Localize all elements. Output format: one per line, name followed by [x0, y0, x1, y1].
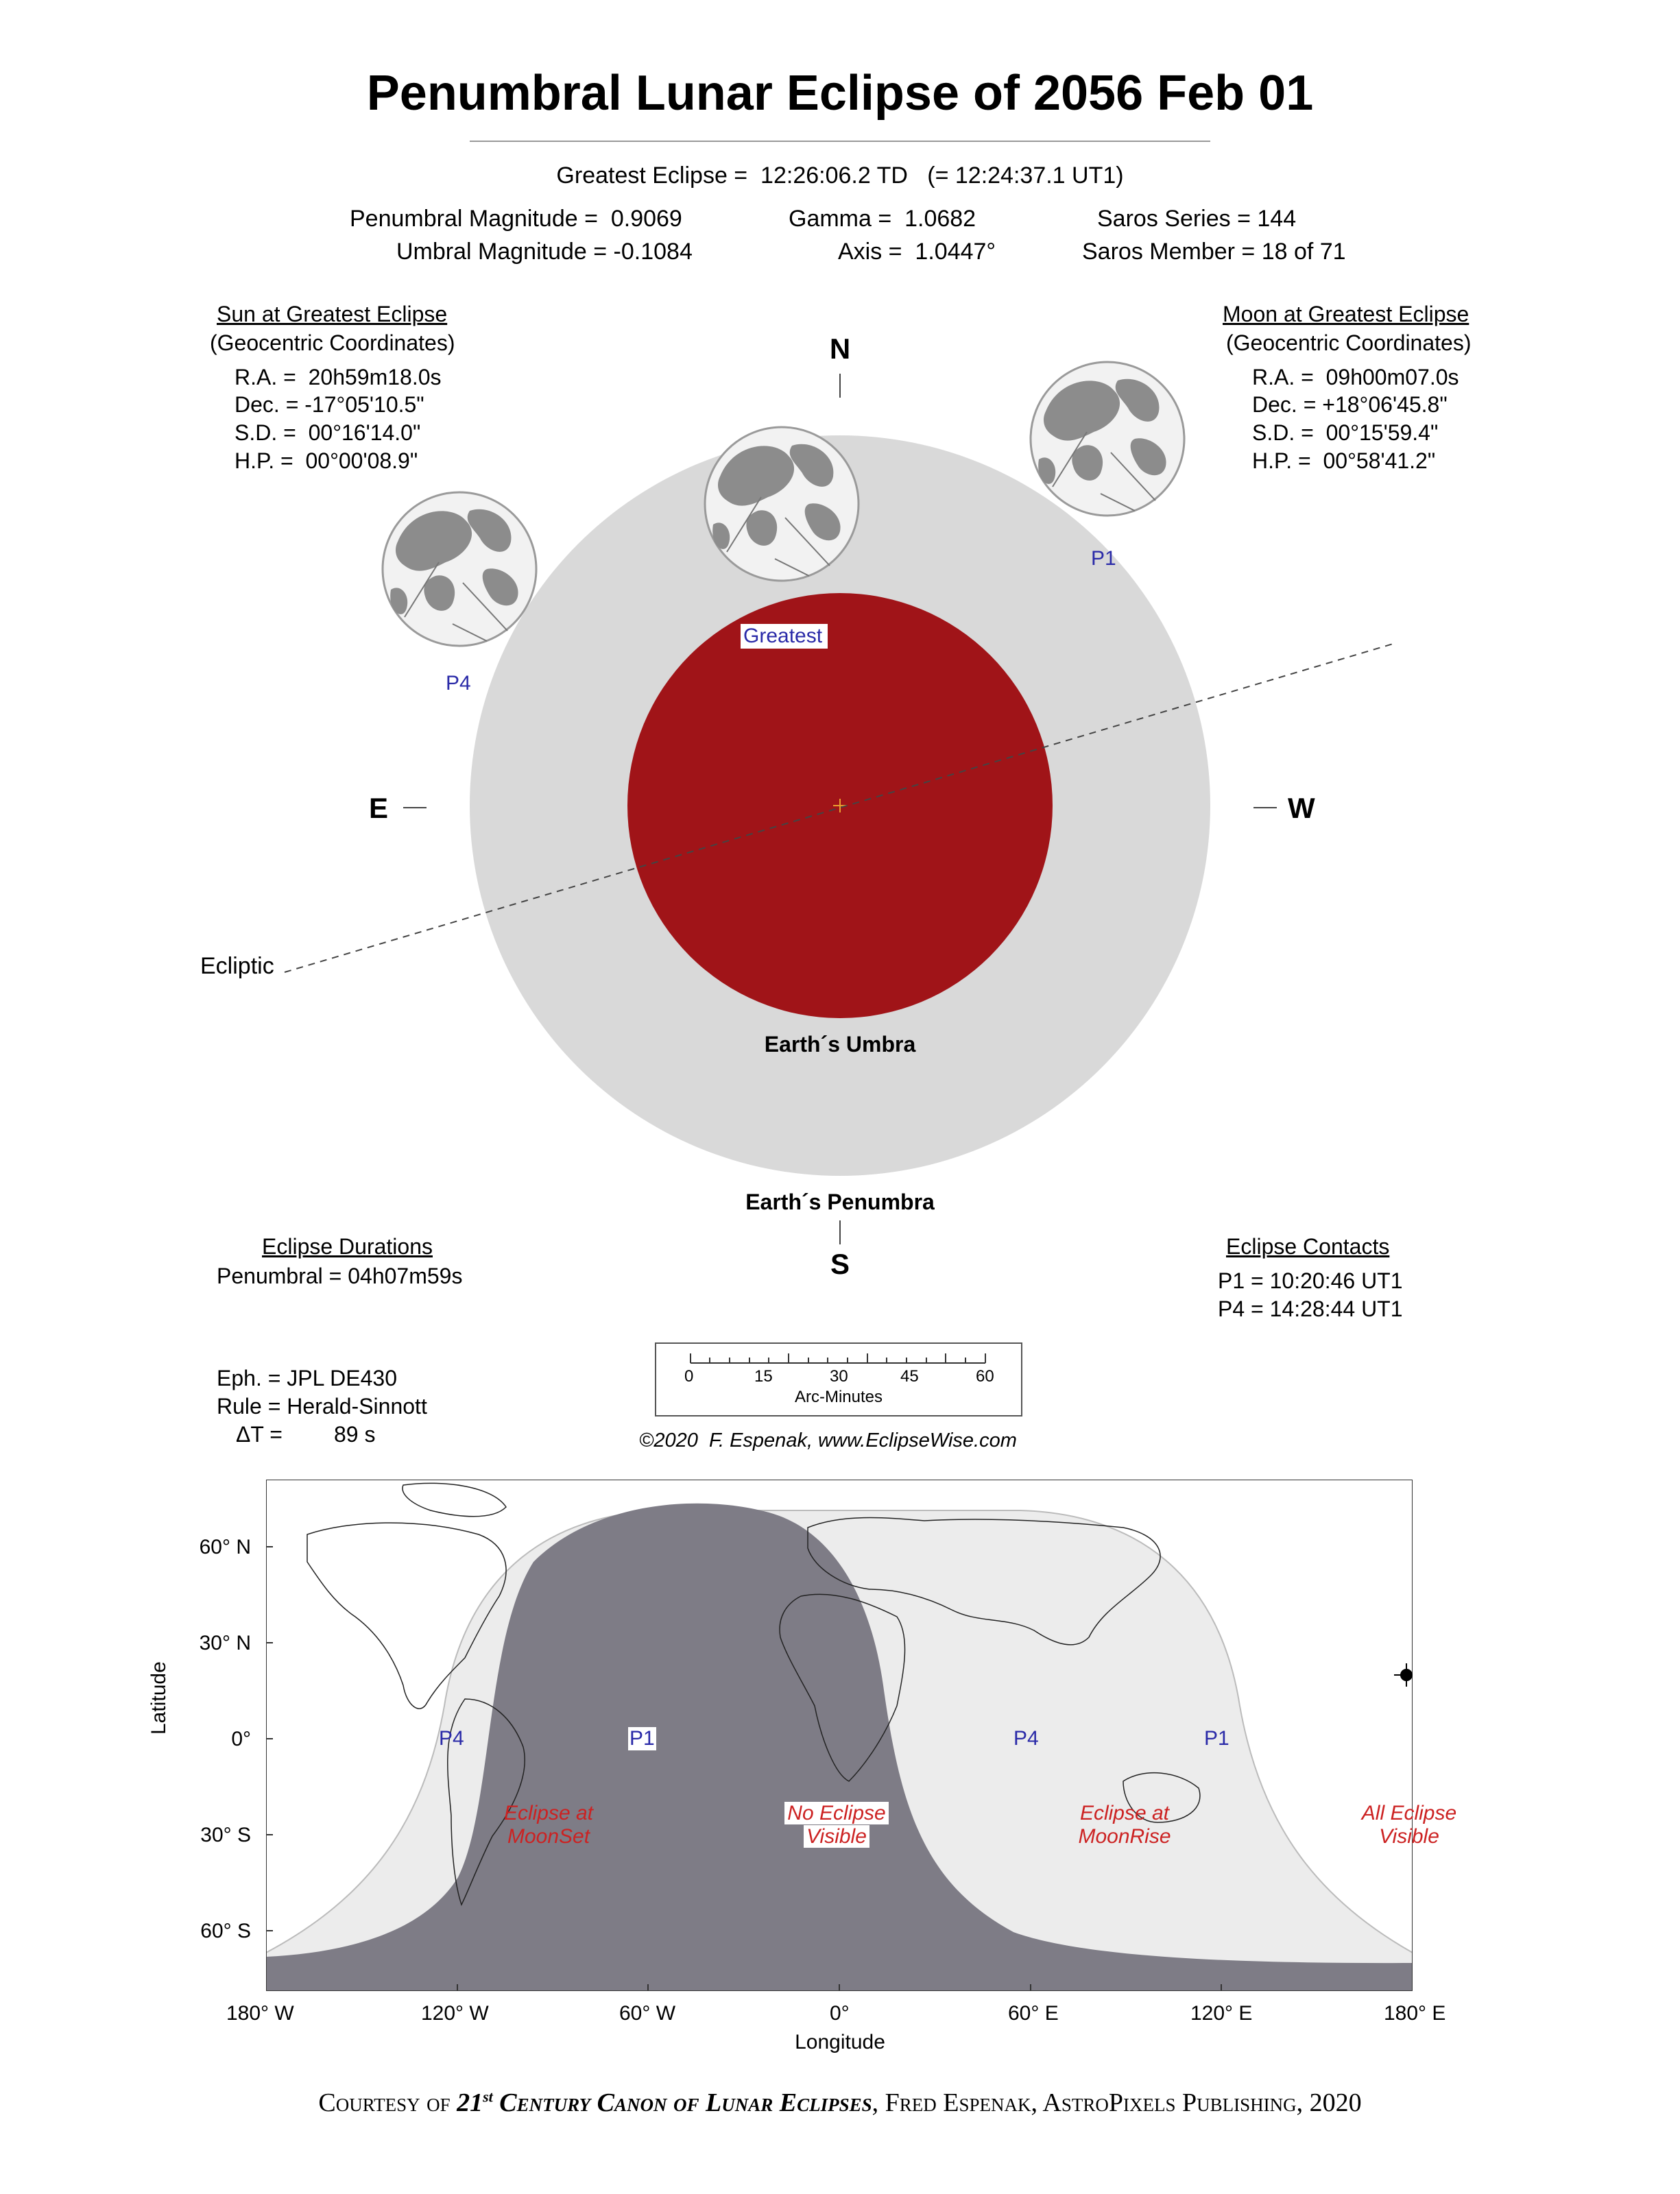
moon-sub: (Geocentric Coordinates): [1226, 330, 1472, 355]
moon-heading: Moon at Greatest Eclipse: [1223, 302, 1469, 326]
footer-credit: [0, 2088, 1680, 2118]
lat-30n: 30° N: [199, 1632, 251, 1654]
zone-all-visible: [1337, 1802, 1481, 1848]
contact-p1: P1 = 10:20:46 UT1: [1218, 1268, 1403, 1293]
lat-60n: 60° N: [199, 1536, 251, 1558]
scale-tick-15: 15: [754, 1367, 773, 1386]
visibility-map: [266, 1480, 1413, 1991]
moon-hp: H.P. = 00°58'41.2": [1252, 448, 1436, 473]
sun-sub: (Geocentric Coordinates): [210, 330, 455, 355]
contact-p4: P4 = 14:28:44 UT1: [1218, 1297, 1403, 1321]
lon-60w: 60° W: [619, 2002, 676, 2025]
penumbral-duration: Penumbral = 04h07m59s: [217, 1264, 463, 1288]
map-p1-east: P1: [1204, 1727, 1229, 1750]
zone-no-eclipse: [765, 1802, 909, 1848]
north-label: N: [829, 333, 851, 365]
map-p4-west: P4: [439, 1727, 464, 1750]
footer-st: st: [483, 2088, 493, 2106]
p4-label: P4: [446, 672, 471, 695]
axis: Axis = 1.0447°: [838, 239, 996, 265]
lon-180w: 180° W: [226, 2002, 294, 2025]
moon-p4: [383, 492, 536, 646]
saros-member: Saros Member = 18 of 71: [1082, 239, 1346, 265]
sun-ra: R.A. = 20h59m18.0s: [235, 365, 442, 389]
zone-moonrise-line2: MoonRise: [1078, 1825, 1171, 1848]
sun-sd: S.D. = 00°16'14.0": [235, 420, 421, 445]
east-label: E: [369, 792, 389, 824]
scale-label: Arc-Minutes: [794, 1388, 883, 1406]
zone-all-visible-line1: All Eclipse: [1361, 1802, 1457, 1824]
page-title: Penumbral Lunar Eclipse of 2056 Feb 01: [366, 66, 1314, 121]
zone-moonset-line1: Eclipse at: [503, 1802, 594, 1824]
map-ylabel: Latitude: [147, 1661, 170, 1735]
greatest-label: Greatest: [743, 625, 823, 647]
sun-hp: H.P. = 00°00'08.9": [235, 448, 418, 473]
west-label: W: [1288, 792, 1315, 824]
scale-tick-0: 0: [684, 1367, 694, 1386]
scale-tick-60: 60: [976, 1367, 994, 1386]
sun-dec: Dec. = -17°05'10.5": [235, 392, 424, 417]
map-xlabel: Longitude: [795, 2031, 885, 2053]
scale-tick-30: 30: [830, 1367, 848, 1386]
footer-publisher: , Fred Espenak, AstroPixels Publishing, 2020: [872, 2088, 1362, 2117]
moon-dec: Dec. = +18°06'45.8": [1252, 392, 1448, 417]
lon-0: 0°: [830, 2002, 850, 2025]
lon-60e: 60° E: [1008, 2002, 1059, 2025]
zone-all-visible-line2: Visible: [1379, 1825, 1439, 1848]
p1-label: P1: [1091, 547, 1116, 570]
saros-series: Saros Series = 144: [1097, 206, 1297, 232]
sun-heading: Sun at Greatest Eclipse: [217, 302, 448, 326]
moon-p1: [1031, 362, 1184, 516]
scale-box: [655, 1342, 1022, 1417]
umbral-magnitude: Umbral Magnitude = -0.1084: [396, 239, 693, 265]
map-p1-west: P1: [629, 1727, 655, 1750]
ecliptic-label: Ecliptic: [200, 953, 274, 979]
zone-moonset-line2: MoonSet: [507, 1825, 590, 1848]
scale-tick-45: 45: [900, 1367, 919, 1386]
footer-21: 21: [457, 2088, 483, 2117]
delta-rule: Rule = Herald-Sinnott: [217, 1394, 427, 1419]
zone-no-eclipse-line1: No Eclipse: [784, 1802, 888, 1824]
delta-t-label: ΔT =: [236, 1422, 283, 1447]
durations-heading: Eclipse Durations: [262, 1234, 433, 1259]
lat-0: 0°: [231, 1728, 251, 1750]
moon-sd: S.D. = 00°15'59.4": [1252, 420, 1439, 445]
lat-60s: 60° S: [200, 1920, 251, 1942]
map-p4-east: P4: [1013, 1727, 1039, 1750]
penumbra-label: Earth´s Penumbra: [745, 1190, 935, 1214]
copyright: ©2020 F. Espenak, www.EclipseWise.com: [639, 1430, 1017, 1451]
footer-book: Century Canon of Lunar Eclipses: [492, 2088, 872, 2117]
lat-30s: 30° S: [200, 1824, 251, 1846]
contacts-heading: Eclipse Contacts: [1226, 1234, 1390, 1259]
gamma: Gamma = 1.0682: [789, 206, 976, 232]
delta-t-value: 89 s: [334, 1422, 376, 1447]
moon-ra: R.A. = 09h00m07.0s: [1252, 365, 1459, 389]
zone-moonset: [480, 1802, 617, 1848]
greatest-eclipse: Greatest Eclipse = 12:26:06.2 TD (= 12:24:37.1 UT1): [556, 162, 1124, 189]
ephemeris: Eph. = JPL DE430: [217, 1366, 397, 1390]
zone-moonrise-line1: Eclipse at: [1079, 1802, 1170, 1824]
lon-120e: 120° E: [1190, 2002, 1253, 2025]
lon-180e: 180° E: [1384, 2002, 1446, 2025]
south-label: S: [830, 1248, 850, 1280]
penumbral-magnitude: Penumbral Magnitude = 0.9069: [350, 206, 682, 232]
umbra-label: Earth´s Umbra: [764, 1032, 916, 1057]
lon-120w: 120° W: [421, 2002, 489, 2025]
zone-no-eclipse-line2: Visible: [804, 1825, 869, 1848]
moon-greatest: [705, 427, 859, 581]
zone-moonrise: [1053, 1802, 1197, 1848]
footer-courtesy: Courtesy of: [318, 2088, 457, 2117]
